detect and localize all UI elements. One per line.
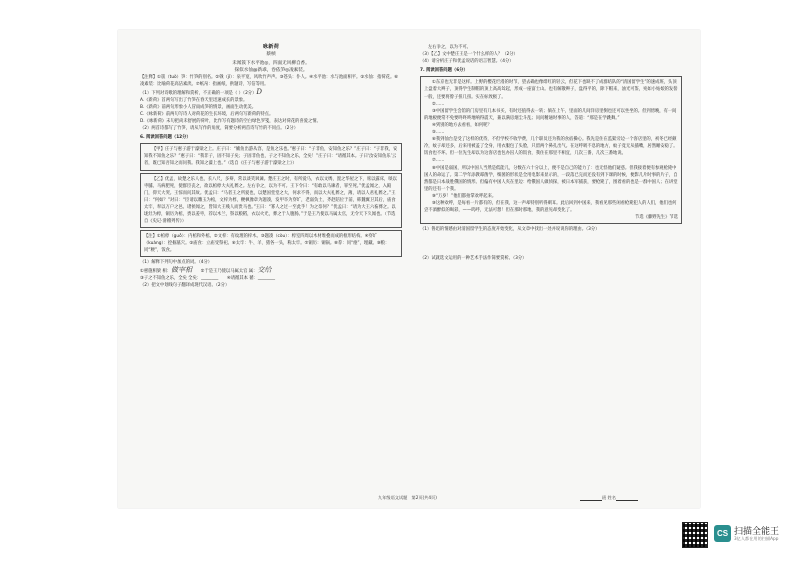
paragraph-8: ⑧中国是弱国，所以中国人当然是低能儿，分数在六十分以上，便不是自己的能力了：也无怪他们疑惑。但我接着便有参观枪毙中国人的命运了。第二学年添教霉菌学，细菌的形状是全用电影来显示的，一段落已完而还没有到下课的时候，便影几片时事的片子，自然都是日本战胜俄国的情形。但偏有中国人夹在里边：给俄国人做侦探，被日本军捕获，要枪毙了，围着看的也是一群中国人；在讲堂里的还有一个我。 <box>424 165 678 192</box>
handwritten-answer-b: 交给 <box>257 265 272 274</box>
paragraph-1: ①东京也无非是这样。上野的樱花烂漫的时节，望去确也像绯红的轻云，但花下也缺不了成群结队的“清国留学生”的速成班，头顶上盘着大辫子，顶得学生制帽的顶上高高耸起，形成一座富士山。也有解散辫子，盘得平的，除下帽来，油光可鉴，宛如小姑娘的发髻一般，还要将脖子扭几扭。实在标致极了。 <box>424 80 678 100</box>
passage-jia-text: 【甲】庄子与惠子游于濠梁之上。庄子曰：“鯈鱼出游从容，是鱼之乐也。”惠子曰：“子非鱼，安知鱼之乐？”庄子曰：“子非我，安知我不知鱼之乐？”惠子曰：“我非子，固不知子矣；子固非鱼也，子之不知鱼之乐，全矣！”庄子曰：“请循其本。子曰‘汝安知鱼乐’云者，既已知吾知之而问我。我知之濠上也。”（选自《庄子与惠子游于濠梁之上》） <box>144 147 398 167</box>
exam-sheet <box>118 30 700 508</box>
name-blank <box>616 500 638 501</box>
question-6-2: （2）把文中划线句子翻译成现代汉语。（2分） <box>140 282 230 288</box>
qr-code-icon <box>682 522 708 548</box>
option-b: B.《新荷》前两句形象小人冒雨成笋的情景，画面生动优美。 <box>140 104 257 110</box>
paragraph-6: ⑥我到仙台是受了这样的优待，不但学校不收学费，几个职员还为我的食宿操心。我先是住在监狱旁边一个客店里的，初冬已经颇冷，蚊子却还多，后来用被盖了全身，用衣服包了头脸，只留两个鼻孔出气。在这呼吸不息的地方，蚊子竟无从插嘴，居然睡安稳了。饭食也不坏。但一位先生却以为这客店也包办囚人的饭食，我住在那里不相宜，几次三番，几次三番地说。 <box>424 137 678 157</box>
question-6-1-a <box>140 267 402 275</box>
question-5-2: （2）两首诗都写了竹笋，请从写作的角度，简要分析两首诗写竹的不同点。（2分） <box>140 126 299 132</box>
annotation-text: 【注】①棺椁（guǒ）：内棺和外棺。②文梓：有纹理的梓木。③题凑（còu）：椁室四周以木材堆叠而成的框形结构。④穿圹（kuàng）：挖掘墓穴。⑤庙食：立庙受祭祀。⑥太牢：牛、羊、猪各一头，称太牢。⑦铜历：铜锅。⑧荐：同“瘗”，埋藏。⑨粮：同“粳”，饭食。 <box>144 234 390 254</box>
poem-author: 蔡桢 <box>266 52 276 58</box>
handwritten-answer-a: 做宰相 <box>171 265 192 274</box>
question-6-1-d-text: ④请循其本 循： <box>226 275 258 281</box>
paragraph-9: ⑨“万岁！”他们都拍掌欢呼起来。 <box>432 193 497 199</box>
passage-source: 节选《藤野先生》节选 <box>635 215 678 221</box>
paragraph-4: ④到别的地方去看看，如何呢？ <box>432 122 492 128</box>
page-number: 九年级语文试题 第2页(共4页) <box>378 495 437 500</box>
question-6-1-c-text: ③子之不知鱼之乐，全矣 全矣： <box>140 275 202 281</box>
question-6-3: （3）【乙】文中楚庄王是一个什么样的人？（2分） <box>420 52 518 58</box>
paragraph-10: ⑩这种欢呼，是每看一片都有的，但在我，这一声却特别听得刺耳。此后回到中国来，我看见那些闲看枪毙犯人的人们，他们也何尝不酒醉似的喝彩，——呜呼，无法可想！但在那时那地，我的意见却变化了。 <box>424 200 677 214</box>
left-column <box>140 44 402 289</box>
section-7-heading: 7. 阅读回答问题（6分） <box>420 68 468 74</box>
question-7-2: （2）试就选文运用的一种艺术手法作简要赏析。（3分） <box>420 256 527 262</box>
class-name-label: 班 姓名 <box>602 495 616 500</box>
annotation-box <box>140 230 402 257</box>
passage-yi-text: 【乙】优孟，故楚之乐人也，长八尺，多辩，常以谈笑讽谏。楚庄王之时，有所爱马，衣以文绣，置之华屋之下，席以露床，啖以枣脯。马病肥死，使群臣丧之，欲以棺椁大夫礼葬之。左右争之，以为不可。王下令曰：“有敢以马谏者，罪至死。”优孟闻之，入殿门，仰天大哭。王惊而问其故。优孟曰：“马者王之所爱也，以楚国堂堂之大，何求不得，而以大夫礼葬之，薄，请以人君礼葬之。”王曰：“何如？”对曰：“臣请以雕玉为棺，文梓为椁，楩枫豫章为题凑，发甲卒为穿圹，老弱负土，齐赵陪位于前，韩魏翼卫其后，庙食太牢，奉以万户之邑。诸侯闻之，皆知大王贱人而贵马也。”王曰：“寡人之过一至此乎！为之奈何？”优孟曰：“请为大王六畜葬之。以垅灶为椁，铜历为棺，赍以姜枣，荐以木兰，祭以粮稻，衣以火光，葬之于人腹肠。”于是王乃使以马属太官，无令天下久闻也。（节选自《史记·滑稽列传》） <box>144 176 397 225</box>
translation-sentence: 左右争之，以为不可。 <box>428 45 471 50</box>
class-blank <box>580 500 602 501</box>
question-6-1-c: ③子之不知鱼之乐，全矣 全矣：________ ④请循其本 循：________ <box>140 275 276 281</box>
watermark-subtitle: 3亿人都在用的扫描App <box>734 536 779 541</box>
paragraph-5: ⑤…… <box>432 130 445 136</box>
watermark-brand: 扫描全能王 <box>734 527 780 537</box>
question-6-1: （1）解释下列句中加点的词。（4分） <box>140 260 213 266</box>
option-a: A.《新荷》首两句写出了竹笋在春天里迅速成长的景象。 <box>140 97 248 103</box>
paragraph-3: ③中国留学生会馆的门房里有几本书买，有时还值得去一转；倘在上午，里面的几间洋房里倒也还可以坐坐的。但到傍晚，有一间的地板便常不免要咚咚咚地响得震天，兼以满房烟尘斗乱；问问精通时事的人，答道：“那是在学跳舞。” <box>424 108 677 121</box>
section-6-heading: 6. 阅读回答问题（12分） <box>140 135 191 141</box>
right-column <box>420 44 682 262</box>
paragraph-7: ⑦…… <box>432 158 445 164</box>
scanner-watermark <box>682 520 790 550</box>
question-5-1 <box>140 89 402 97</box>
poem-line-1: 未闻簇下水平池◎，四面无风柳自香。 <box>232 61 310 67</box>
passage-7 <box>420 76 682 224</box>
handwritten-answer: D <box>256 87 263 96</box>
question-5-1-text: （1）下列对诗歌的理解和赏析，不正确的一项是（ ）（2分） <box>140 90 257 96</box>
question-6-1-b-text: ②于是王乃使以马属太官 属： <box>200 268 258 274</box>
question-6-1-a-text: ①惠施相梁 相： <box>140 268 171 274</box>
poem-line-2: 探似水仙@新乖，卷依笋◎凌素装。 <box>234 68 308 74</box>
answer-space-1 <box>420 233 682 255</box>
camscanner-logo: CS <box>714 525 731 542</box>
passage-yi <box>140 173 402 229</box>
question-7-1: （1）鲁迅的情感由对清国留学生的态度开始变化，从文章中找出一处并说说你的理由。（3分） <box>420 227 600 233</box>
option-d: D.《咏新荷》末句把尚未舒展的荷叶，比作写有题诗的空白绿色罗笺，表达对荷花的喜爱之情。 <box>140 118 321 124</box>
question-6-4: （4）请分析庄子和优孟说话的语言智慧。（4分） <box>420 59 514 65</box>
passage-jia <box>140 143 402 170</box>
paragraph-2: ②…… <box>432 101 445 107</box>
poem-notes: 【注释】①簇（tuò）笋：竹笋的别名。②戟（jǐ）：泉平宽，风吹竹声声。③苍头：仆人。④水平池：水与池面相平。⑤水仙：指荷花。⑥凌素装：比喻荷花高洁素淡。⑦纸帛：指画纸，供题诗、写信等用。 <box>140 75 399 88</box>
poem-title: 咏新荷 <box>262 44 280 50</box>
name-class-field <box>580 495 638 501</box>
option-c: C.《咏新荷》前两句写诗人对荷花的生长环境，后两句写新荷的特点。 <box>140 111 274 117</box>
